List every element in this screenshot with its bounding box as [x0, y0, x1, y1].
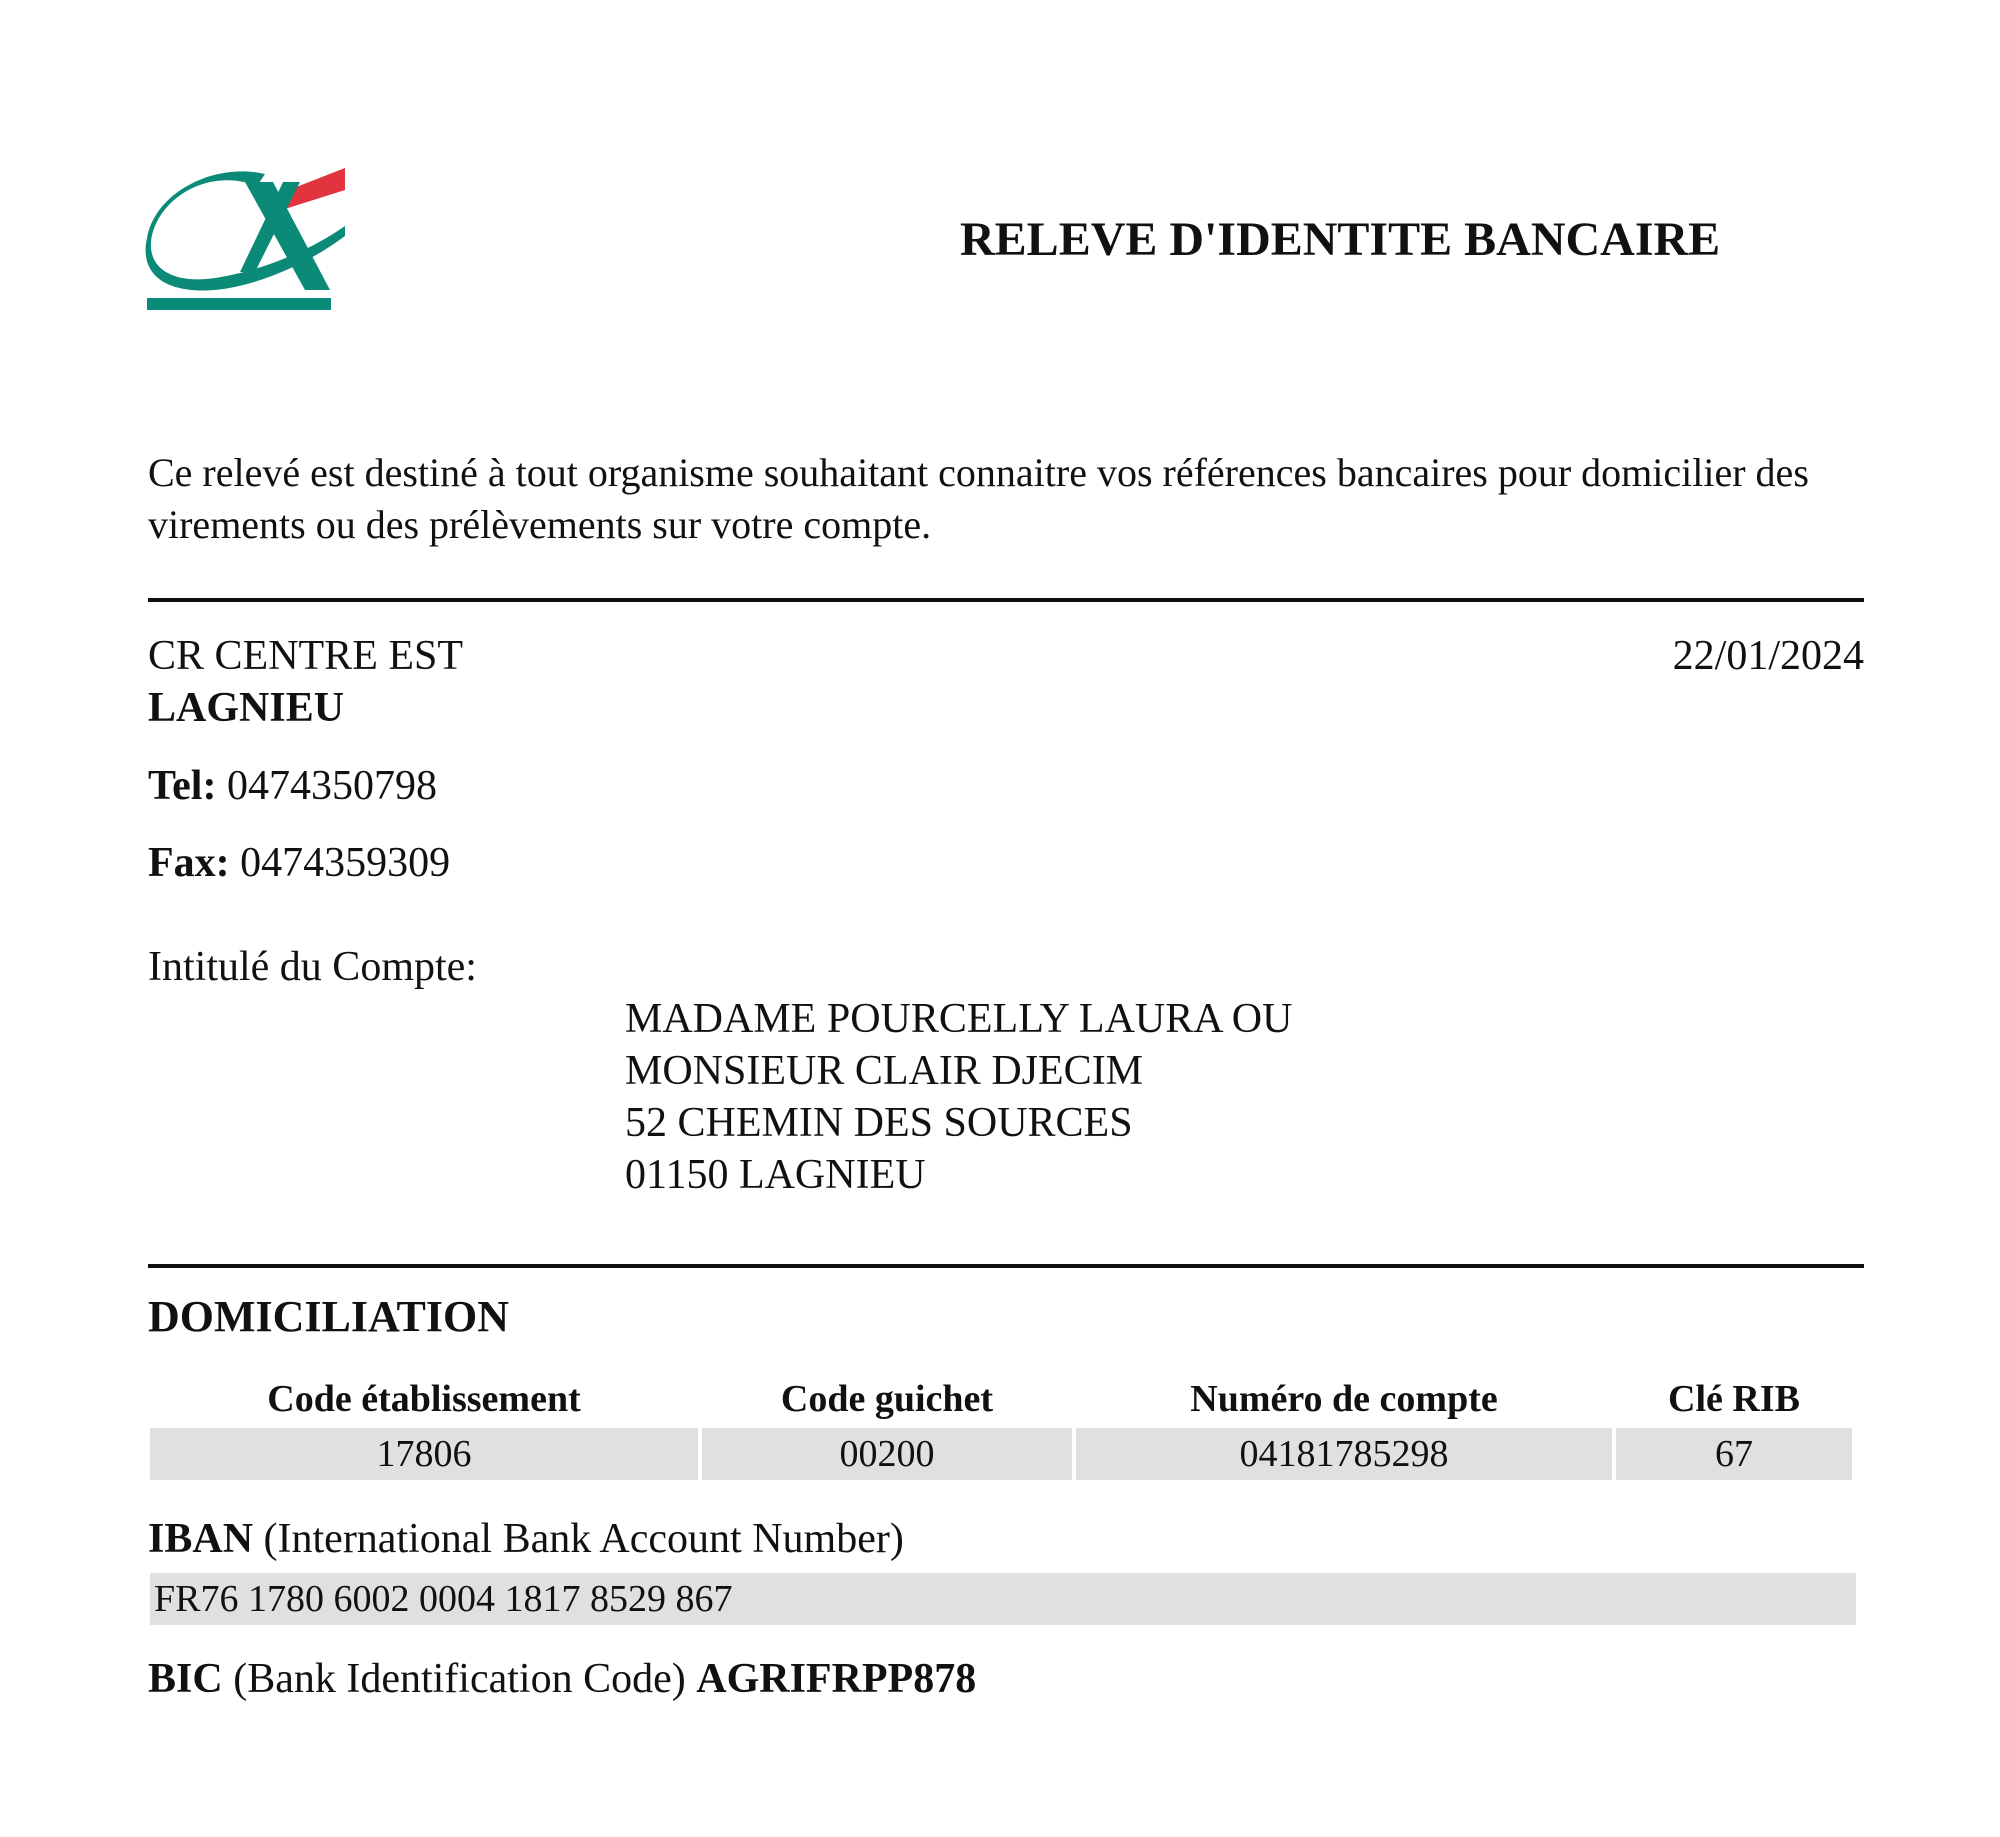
holder-line: MONSIEUR CLAIR DJECIM	[625, 1048, 1144, 1094]
rib-header-row	[150, 1374, 1852, 1424]
phone-label: Tel:	[148, 763, 217, 809]
iban-description: (International Bank Account Number)	[263, 1516, 904, 1562]
domiciliation-title: DOMICILIATION	[148, 1292, 510, 1341]
rib-value-row	[150, 1428, 1852, 1480]
bic-value: AGRIFRPP878	[696, 1656, 977, 1702]
statement-date: 22/01/2024	[1672, 633, 1864, 679]
header-cle-rib: Clé RIB	[1668, 1378, 1800, 1420]
iban-label: IBAN	[148, 1516, 254, 1562]
holder-line: 01150 LAGNIEU	[625, 1152, 926, 1198]
credit-agricole-logo	[145, 162, 345, 312]
value-cle-rib: 67	[1616, 1428, 1852, 1480]
divider-top	[148, 598, 1864, 602]
fax-label: Fax:	[148, 840, 230, 886]
divider-bottom	[148, 1264, 1864, 1268]
agency-city: LAGNIEU	[148, 685, 345, 731]
rib-table	[146, 1370, 1856, 1484]
agency-name: CR CENTRE EST	[148, 633, 464, 679]
account-title-label: Intitulé du Compte:	[148, 944, 477, 990]
value-code-etablissement: 17806	[150, 1428, 698, 1480]
phone-line	[148, 760, 437, 812]
value-code-guichet: 00200	[702, 1428, 1072, 1480]
intro-paragraph: Ce relevé est destiné à tout organisme souhaitant connaitre vos références bancaires pour domicilier des virements ou des prélèvements sur votre compte.	[148, 450, 1809, 547]
document-title: RELEVE D'IDENTITE BANCAIRE	[960, 213, 1721, 266]
phone-number: 0474350798	[226, 763, 437, 809]
bic-description: (Bank Identification Code)	[233, 1656, 686, 1702]
fax-line	[148, 837, 450, 889]
iban-value: FR76 1780 6002 0004 1817 8529 867	[150, 1573, 1856, 1625]
header-code-guichet: Code guichet	[780, 1378, 994, 1420]
holder-line: 52 CHEMIN DES SOURCES	[625, 1100, 1133, 1146]
bic-line	[148, 1653, 976, 1705]
header-numero-compte: Numéro de compte	[1190, 1378, 1498, 1420]
account-holder-block	[625, 993, 1292, 1201]
logo-baseline-bar	[147, 298, 331, 310]
fax-number: 0474359309	[240, 840, 451, 886]
holder-line: MADAME POURCELLY LAURA OU	[625, 996, 1293, 1042]
iban-label-line	[148, 1513, 904, 1565]
bic-label: BIC	[148, 1656, 223, 1702]
header-code-etablissement: Code établissement	[267, 1378, 581, 1420]
value-numero-compte: 04181785298	[1076, 1428, 1612, 1480]
